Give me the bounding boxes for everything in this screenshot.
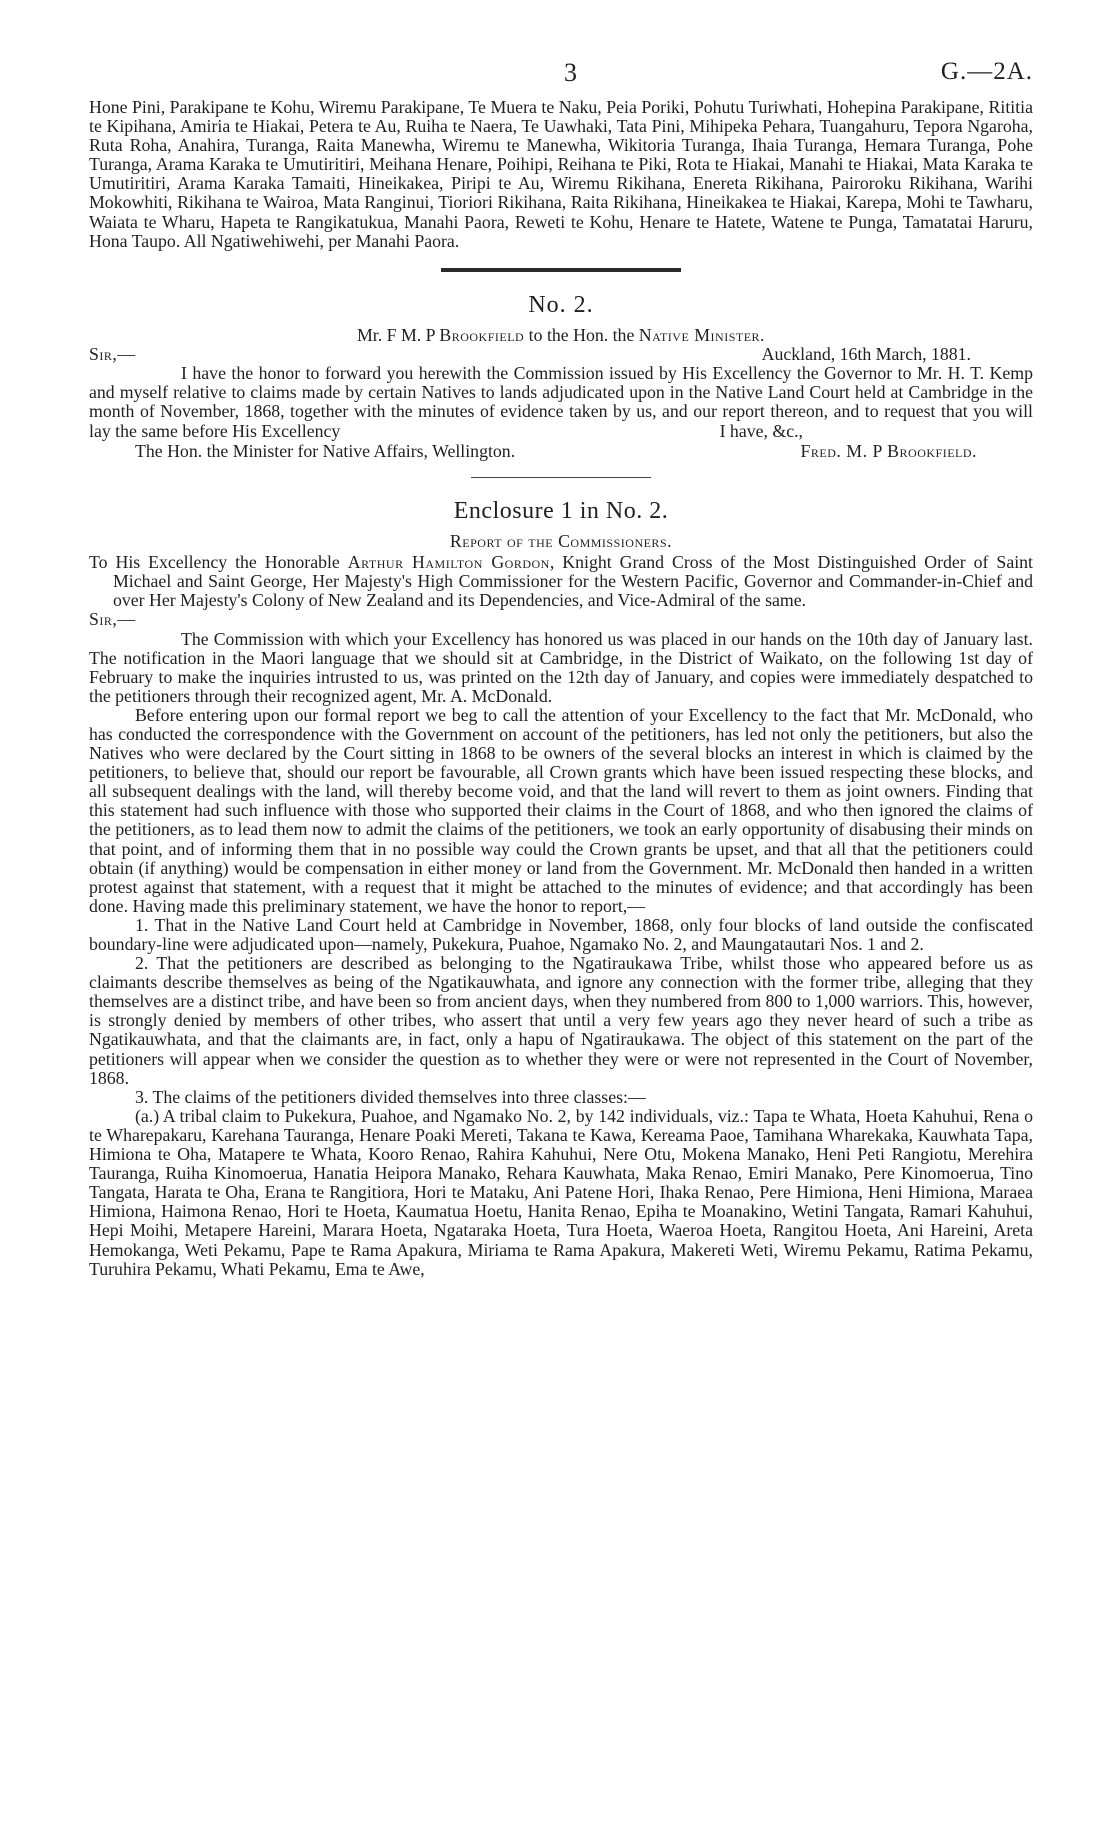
- no2-salutation-row: [89, 345, 1033, 365]
- enclosure-subheading: Report of the Commissioners.: [449, 530, 673, 551]
- no2-from-to-line: [89, 325, 1033, 345]
- section-divider-thin: [471, 477, 651, 478]
- enclosure-address-prefix: To His Excellency the Honorable: [89, 551, 348, 572]
- no2-body: I have the honor to forward you herewith the Commission issued by His Excellency the Governor to Mr. H. T. Kemp and myself relative to claims made by certain Natives to lands adjudicated upon in the Native Land Court held at Cambridge in the month of November, 1868, together with the minutes of evidence taken by us, and our report thereon, and to request that you will lay the same before His Excellency: [89, 363, 1033, 441]
- document-reference: G.—2A.: [940, 58, 1033, 85]
- page-header: [89, 56, 1033, 98]
- no2-from-prefix: Mr. F M. P: [357, 324, 440, 345]
- page-number: 3: [564, 58, 577, 87]
- no2-addressee: The Hon. the Minister for Native Affairs, Wellington.: [135, 440, 516, 461]
- no2-signature: Fred. M. P Brookfield.: [800, 440, 977, 461]
- report-paragraph-6: (a.) A tribal claim to Pukekura, Puahoe, and Ngamako No. 2, by 142 individuals, viz.: Tapa te Whata, Hoeta Kahuhui, Rena o te Wharepakaru, Karehana Tauranga, Henare Poaki Mereti, Takana te Kawa, Kereama Paoe, Tamihana Wharekaka, Kauwhata Tapa, Himiona te Oha, Matapere te Whata, Kooro Renao, Rahira Kahuhui, Nere Otu, Mokena Manako, Heni Peti Rangiotu, Merehira Tauranga, Ruiha Kinomoerua, Hanatia Heipora Manako, Rehara Kauwhata, Maka Renao, Emiri Manako, Pere Kinomoerua, Tino Tangata, Harata te Oha, Erana te Rangitiora, Hori te Mataku, Ani Patene Hori, Ihaka Renao, Pere Himiona, Heni Himiona, Maraea Himiona, Haimona Renao, Hori te Hoeta, Kaumatua Hoetu, Hanita Renao, Epiha te Moanakino, Wetini Tangata, Ramari Kahuhui, Hepi Moihi, Metapere Hareini, Marara Hoeta, Ngataraka Hoeta, Tura Hoeta, Waeroa Hoeta, Rangitou Hoeta, Ani Hareini, Areta Hemokanga, Weti Pekamu, Pape te Rama Apakura, Miriama te Rama Apakura, Makereti Weti, Wiremu Pekamu, Ratima Pekamu, Turuhira Pekamu, Whati Pekamu, Ema te Awe,: [89, 1105, 1033, 1279]
- document-page: [89, 56, 1033, 1279]
- no2-place-date: Auckland, 16th March, 1881.: [761, 343, 971, 364]
- enclosure-address-rest: , Knight Grand Cross of the Most Distinguished Order of Saint Michael and Saint George, Her Majesty's High Commissioner for the Western Pacific, Governor and Commander-in-Chief and over Her Majesty's Colony of New Zealand and its Dependencies, and Vice-Admiral of the same.: [113, 551, 1033, 610]
- enclosure-address-name: Arthur Hamilton Gordon: [347, 551, 550, 572]
- no2-from-name: Brookfield: [439, 324, 525, 345]
- enclosure-salutation: Sir,—: [89, 609, 136, 629]
- no2-closing: I have, &c.,: [719, 420, 803, 441]
- no2-to-office: Native Minister.: [638, 324, 765, 345]
- no2-to-middle: to the Hon. the: [524, 324, 639, 345]
- no2-salutation: Sir,—: [89, 343, 136, 364]
- no2-heading: No. 2.: [528, 291, 594, 318]
- report-paragraph-1: The Commission with which your Excellency has honored us was placed in our hands on the 10th day of January last. The notification in the Maori language that we should sit at Cambridge, in the District of Waikato, on the following 1st day of February to make the inquiries intrusted to us, was printed on the 12th day of January, and copies were immediately despatched to the petitioners through their recognized agent, Mr. A. McDonald.: [89, 628, 1033, 706]
- section-divider-thick: [441, 268, 681, 272]
- report-paragraph-4: 2. That the petitioners are described as belonging to the Ngatiraukawa Tribe, whilst those who appeared before us as claimants describe themselves as being of the Ngatikauwhata, and ignore any connection with the former tribe, alleging that they themselves are a distinct tribe, and have been so from ancient days, when they numbered from 800 to 1,000 warriors. This, however, is strongly denied by members of other tribes, who assert that until a very few years ago they never heard of such a tribe as Ngatikauwhata, and that the claimants are, in fact, only a hapu of Ngatiraukawa. The object of this statement on the part of the petitioners will appear when we consider the question as to whether they were or were not represented in the Court of November, 1868.: [89, 953, 1033, 1088]
- report-paragraph-3: 1. That in the Native Land Court held at Cambridge in November, 1868, only four blocks of land outside the confiscated boundary-line were adjudicated upon—namely, Pukekura, Puahoe, Ngamako No. 2, and Maungatautari Nos. 1 and 2.: [89, 914, 1033, 954]
- intro-names-paragraph: Hone Pini, Parakipane te Kohu, Wiremu Parakipane, Te Muera te Naku, Peia Poriki, Pohutu Turiwhati, Hohepina Parakipane, Rititia te Kipihana, Amiria te Hiakai, Petera te Au, Ruiha te Naera, Te Uawhaki, Tata Pini, Mihipeka Pehara, Tuangahuru, Tepora Ngaroha, Ruta Roha, Anahira, Turanga, Raita Manewha, Wiremu te Manewha, Wikitoria Turanga, Ihaia Turanga, Hemara Turanga, Pohe Turanga, Arama Karaka te Umutiritiri, Meihana Henare, Poihipi, Reihana te Piki, Rota te Hiakai, Manahi te Hiakai, Mata Karaka te Umutiritiri, Arama Karaka Tamaiti, Hineikakea, Piripi te Au, Wiremu Rikihana, Enereta Rikihana, Pairoroku Rikihana, Warihi Mokowhiti, Rikihana te Wairoa, Mata Ranginui, Tioriori Rikihana, Raita Rikihana, Hineikakea te Hiakai, Karepa, Mohi te Tawharu, Waiata te Wharu, Hapeta te Rangikatukua, Manahi Paora, Reweti te Kohu, Henare te Hatete, Watene te Punga, Tamatatai Haruru, Hona Taupo. All Ngatiwehiwehi, per Manahi Paora.: [89, 97, 1033, 251]
- no2-signature-row: [89, 441, 1033, 461]
- enclosure-address: [89, 553, 1033, 610]
- enclosure-heading: Enclosure 1 in No. 2.: [453, 497, 669, 524]
- report-paragraph-5: 3. The claims of the petitioners divided themselves into three classes:—: [135, 1086, 646, 1107]
- report-paragraph-2: Before entering upon our formal report we beg to call the attention of your Excellency to the fact that Mr. McDonald, who has conducted the correspondence with the Government on account of the petitioners, has led not only the petitioners, but also the Natives who were declared by the Court sitting in 1868 to be owners of the several blocks an interest in which is claimed by the petitioners, to believe that, should our report be favourable, all Crown grants which have been issued respecting these blocks, and all subsequent dealings with the land, will thereby become void, and that the land will revert to them as joint owners. Finding that this statement had such influence with those who supported their claims in the Court of 1868, and who then ignored the claims of the petitioners, as to lead them now to admit the claims of the petitioners, we took an early opportunity of disabusing their minds on that point, and of informing them that in no possible way could the Crown grants be upset, and that all that the petitioners could obtain (if anything) would be compensation in either money or land from the Government. Mr. McDonald then handed in a written protest against that statement, with a request that it might be attached to the minutes of evidence; and that accordingly has been done. Having made this preliminary statement, we have the honor to report,—: [89, 704, 1033, 916]
